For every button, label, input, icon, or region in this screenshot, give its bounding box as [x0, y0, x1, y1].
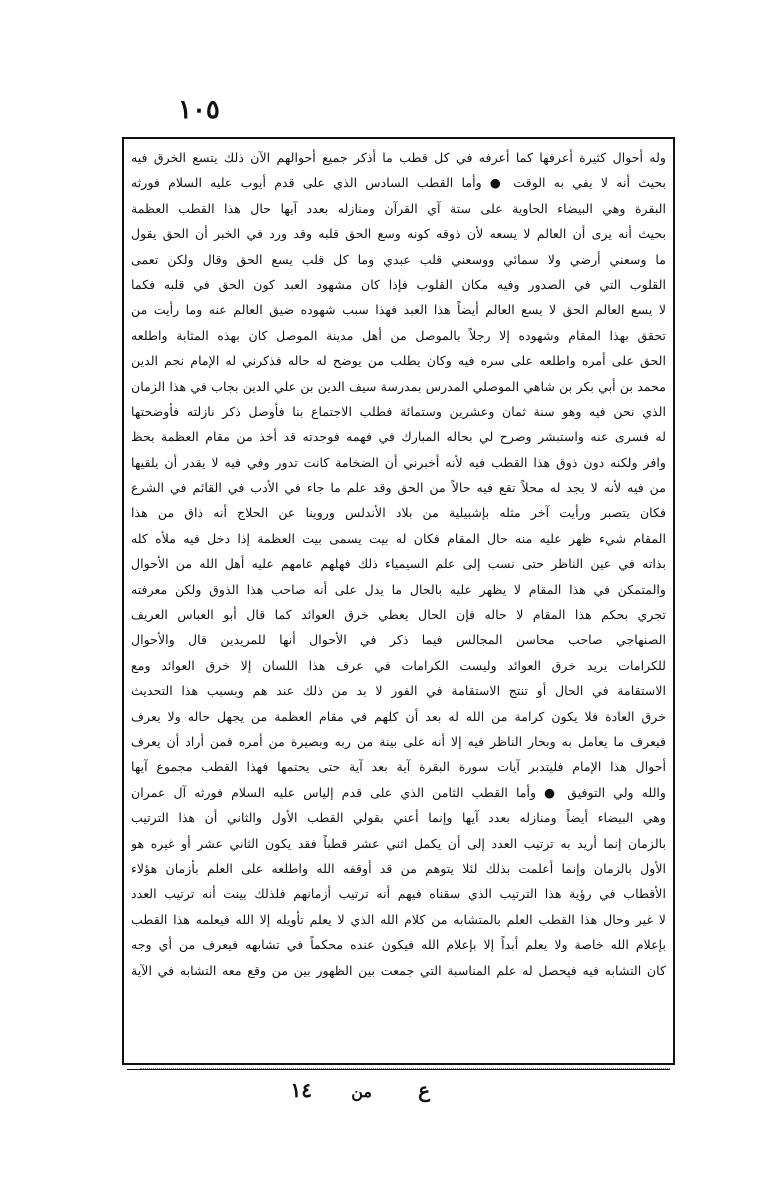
text-line: من فيه لأنه لا يجد له محلاً تقع فيه حالاً من الحق وقد علم ما جاء في الأدب في القائم في الشرع [131, 480, 666, 496]
text-line: بإعلام الله خاصة ولا يعلم أبداً إلا بإعلام الله فيكون عنده محكماً في تشابهه فيعرف من أي وجه [131, 937, 666, 953]
text-line: بذاته في عين الناظر حتى نسب إلى علم السيمياء ذلك فهلهم عامهم عليه أهل الله من الأحوال [131, 556, 666, 572]
text-frame [122, 137, 675, 1065]
text-line: الاستقامة في الحال أو تنتج الاستقامة في الفور لا بد من ذلك عند هم وبسبب هذا التحديث [131, 683, 666, 699]
text-line: كان التشابه فيه فيحصل له علم المناسبة التي جمعت بين الظهور بين من وقع معه التشابه في الآية [131, 962, 666, 978]
text-line: الصنهاجي صاحب محاسن المجالس فيما ذكر في الأحوال أنها للمريدين قال والأحوال [131, 632, 666, 648]
text-line: والله ولي التوفيق ● وأما القطب الثامن الذي على قدم إلياس عليه السلام فورثه آل عمران [131, 784, 666, 800]
text-line: ما وسعني أرضي ولا سمائي ووسعني قلب عبدي وما كل قلب يسع الحق وقال ولكن تعمى [131, 251, 666, 267]
text-line: خرق العادة فلا يكون كرامة من الله له بعد أن كلهم في مقام العظمة من يجهل حاله ولا يعرف [131, 708, 666, 724]
text-line: تحقق بهذا المقام وشهوده إلا رجلاً بالموصل من أهل مدينة الموصل كان بهذه المثابة واطلعه [131, 327, 666, 343]
page-edge-rule [140, 1068, 670, 1077]
page-footer [230, 1078, 430, 1118]
footer-signature-mark-1: ع [418, 1078, 430, 1102]
text-line: القلوب التي في الصدور وفيه مكان القلوب فإذا كان مشهود العبد كون الحق في قلبه فكما [131, 276, 666, 292]
text-line: فيعرف ما يعامل به وبحار الناظر فيه إلا أنه على بينة من ربه وبصيرة من أمره فمن أراد أن يعرف [131, 733, 666, 749]
text-line: البقرة وهي البيضاء الحاوية على ستة آي القرآن ومنازله بعدد آيها حال هذا القطب العظمة [131, 200, 666, 216]
page-number: ١٠٥ [178, 95, 220, 125]
text-line: الأقطاب في رؤية هذا الترتيب الذي سقناه فيهم أنه ترتيب أزمانهم فلذلك بينت أنه ترتيب العدد [131, 886, 666, 902]
text-line: الحق على أمره واطلعه على سره فيه وكان يطلب من يوضح له حاله فذكرني له الإمام نجم الدين [131, 353, 666, 369]
text-line: الذي نحن فيه وهو سنة ثمان وعشرين وستمائة فطلب الاجتماع بنا فأوصل ذكر نازلته فأوضحتها [131, 403, 666, 419]
text-line: للكرامات يريد خرق العوائد وليست الكرامات في عرف هذا اللسان إلا خرق العوائد ومع [131, 657, 666, 673]
text-line: وله أحوال كثيرة أعرفها كما أعرفه في كل قطب ما أذكر جميع أحوالهم الآن ذلك يتسع الخرق فيه [131, 150, 666, 165]
text-line: فكان يتصبر ورأيت آخر مثله بإشبيلية من بلاد الأندلس وروينا عن الحلاج أنه ذاق من هذا [131, 505, 666, 521]
text-line: والمتمكن في هذا المقام لا يظهر عليه بالحال ما يدل على أنه صاحب هذا الذوق ولكن معرفته [131, 581, 666, 597]
text-line: لا يسع العالم الحق لا يسع العالم أيضاً هذا العبد فهذا سبب شهوده ضيق العالم عنه وما رأيت من [131, 302, 666, 318]
text-line: وافر ولكنه دون ذوق هذا القطب فيه لأنه أخبرني أن الضخامة كانت تدور وفي فيه لا يقدر أن يلقيها [131, 454, 666, 470]
text-line: تجري بحكم هذا المقام لا حاله فإن الحال يعطي خرق العوائد كما قال أبو العباس العريف [131, 607, 666, 623]
footer-signature-mark-3: ١٤ [290, 1078, 312, 1102]
text-line: له فسرى عنه واستبشر وصرح لي بحاله المبارك في فهمه فوجدته قد أخذ من مقام العظمة بحظ [131, 429, 666, 445]
body-text [131, 145, 666, 1057]
text-line: أحوال هذا الإمام فليتدبر آيات سورة البقرة آية بعد آية حتى يحتمها فهذا القطب مجموع آيها [131, 759, 666, 775]
text-line: بحيث أنه لا يفي به الوقت ● وأما القطب السادس الذي على قدم أيوب عليه السلام فورثه [131, 175, 666, 191]
text-line: محمد بن أبي بكر بن شاهي الموصلي المدرس بمدرسة سيف الدين بن علي الدين بجاب في هذا الزمان [131, 378, 666, 394]
text-line: بالزمان إنما أريد به ترتيب العدد إلى أن يكمل اثني عشر قطباً فقد يكون الثاني عشر أو غيره هو [131, 835, 666, 851]
text-line: المقام شيء ظهر عليه منه حال المقام فكان له بيت يسمى بيت العظمة إذا دخل فيه ملأه كله [131, 530, 666, 546]
text-line: لا غير وحال هذا القطب العلم بالمتشابه من كلام الله الذي لا يعلم تأويله إلا الله فيعلمه هذا القطب [131, 911, 666, 927]
footer-signature-mark-2: من [351, 1082, 372, 1101]
text-line: بحيث أنه يرى أن العالم لا يسعه لأن ذوقه كونه وسع الحق قلبه وقد ورد في الخبر أن الحق يقول [131, 226, 666, 242]
text-line: الأول بالزمان وإنما أعلمت بذلك لئلا يتوهم من قد أوقفه الله واطلعه على العلم بأزمان هؤلاء [131, 860, 666, 876]
text-line: وهي البيضاء أيضاً ومنازله بعدد آيها وإنما أعني بقولي القطب الأول والثاني أن هذا الترتيب [131, 810, 666, 826]
